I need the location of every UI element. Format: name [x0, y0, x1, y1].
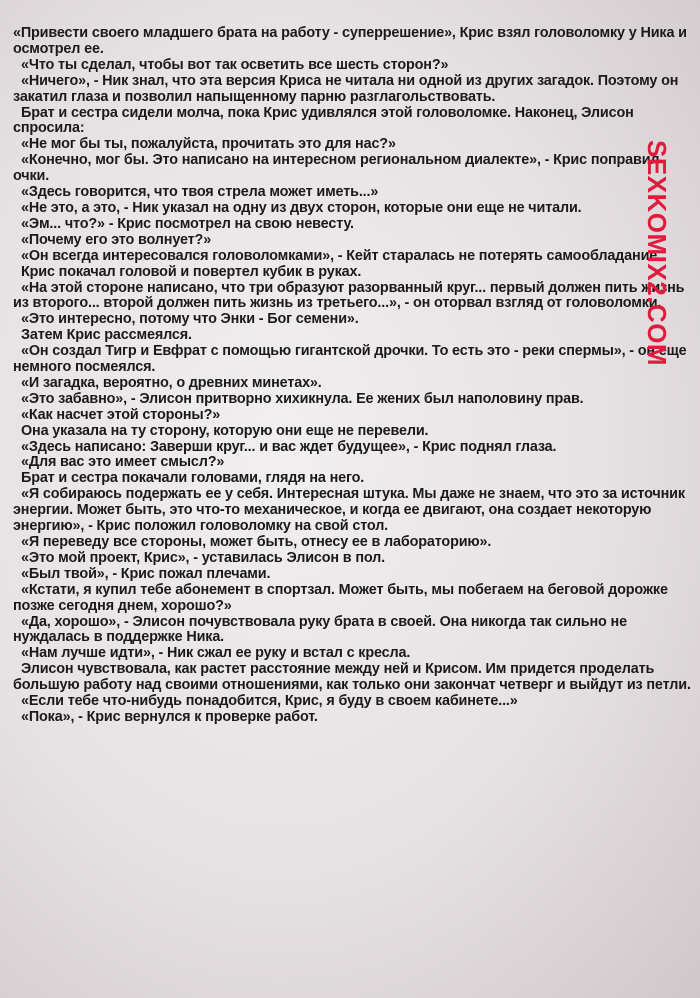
site-watermark: SEXKOMIX2.COM — [642, 140, 672, 367]
story-paragraph: «Ничего», - Ник знал, что эта версия Криса не читала ни одной из других загадок. Поэтому он закатил глаза и позволил напыщенному парню разглагольствовать. — [13, 72, 679, 105]
story-paragraph: Затем Крис рассмеялся. — [21, 327, 192, 344]
story-paragraph: Брат и сестра покачали головами, глядя на него. — [21, 470, 365, 487]
story-paragraph: «Здесь говорится, что твоя стрела может иметь...» — [21, 184, 379, 201]
story-paragraph: «Здесь написано: Заверши круг... и вас ждет будущее», - Крис поднял глаза. — [21, 438, 557, 455]
story-paragraph: «Я собираюсь подержать ее у себя. Интересная штука. Мы даже не знаем, что это за источник энергии. Может быть, это что-то механическое, и когда ее двигают, она создает некоторую энергию», - Крис положил головоломку на свой стол. — [13, 486, 685, 535]
story-paragraph: Элисон чувствовала, как растет расстояние между ней и Крисом. Им придется проделать большую работу над своими отношениями, как только они закончат четверг и выйдут из петли. — [13, 661, 691, 694]
story-paragraph: «Это забавно», - Элисон притворно хихикнула. Ее жених был наполовину прав. — [21, 390, 584, 407]
story-paragraph: Крис покачал головой и повертел кубик в руках. — [21, 263, 362, 280]
story-paragraph: «Нам лучше идти», - Ник сжал ее руку и встал с кресла. — [21, 645, 411, 662]
story-text — [13, 26, 693, 726]
story-paragraph: «Что ты сделал, чтобы вот так осветить все шесть сторон?» — [21, 56, 449, 73]
story-paragraph: «И загадка, вероятно, о древних минетах». — [21, 374, 322, 391]
story-paragraph: «Я переведу все стороны, может быть, отнесу ее в лабораторию». — [21, 534, 492, 550]
story-paragraph: «Если тебе что-нибудь понадобится, Крис, я буду в своем кабинете...» — [21, 693, 518, 710]
story-paragraph: «Конечно, мог бы. Это написано на интересном региональном диалекте», - Крис поправил очки. — [13, 152, 660, 185]
story-paragraph: «Это мой проект, Крис», - уставилась Элисон в пол. — [21, 549, 385, 566]
story-paragraph: «Почему его это волнует?» — [21, 231, 212, 248]
story-paragraph: «Как насчет этой стороны?» — [21, 406, 221, 423]
story-paragraph: «Пока», - Крис вернулся к проверке работ. — [21, 708, 318, 725]
story-paragraph: «Кстати, я купил тебе абонемент в спортзал. Может быть, мы побегаем на беговой дорожке позже сегодня днем, хорошо?» — [13, 581, 668, 614]
story-paragraph: «Не это, а это, - Ник указал на одну из двух сторон, которые они еще не читали. — [21, 199, 582, 216]
story-paragraph: «Он создал Тигр и Евфрат с помощью гигантской дрочки. То есть это - реки спермы», - он еще немного посмеялся. — [13, 343, 687, 376]
story-paragraph: «Не мог бы ты, пожалуйста, прочитать это для нас?» — [21, 136, 396, 153]
story-paragraph: «Привести своего младшего брата на работу - суперрешение», Крис взял головоломку у Ника и осмотрел ее. — [13, 25, 687, 57]
story-paragraph: «Он всегда интересовался головоломками», - Кейт старалась не потерять самообладание. — [21, 247, 661, 264]
story-paragraph: «Это интересно, потому что Энки - Бог семени». — [21, 311, 359, 328]
story-paragraph: Брат и сестра сидели молча, пока Крис удивлялся этой головоломке. Наконец, Элисон спросила: — [13, 104, 634, 137]
story-paragraph: Она указала на ту сторону, которую они еще не перевели. — [21, 422, 429, 439]
story-paragraph: «На этой стороне написано, что три образуют разорванный круг... первый должен пить жизнь из второго... второй должен пить жизнь из третьего...», - он оторвал взгляд от головоломки. — [13, 279, 685, 312]
story-paragraph: «Да, хорошо», - Элисон почувствовала руку брата в своей. Она никогда так сильно не нуждалась в поддержке Ника. — [13, 613, 627, 646]
story-paragraph: «Был твой», - Крис пожал плечами. — [21, 565, 271, 582]
story-paragraph: «Эм... что?» - Крис посмотрел на свою невесту. — [21, 215, 354, 232]
story-paragraph: «Для вас это имеет смысл?» — [21, 454, 225, 471]
